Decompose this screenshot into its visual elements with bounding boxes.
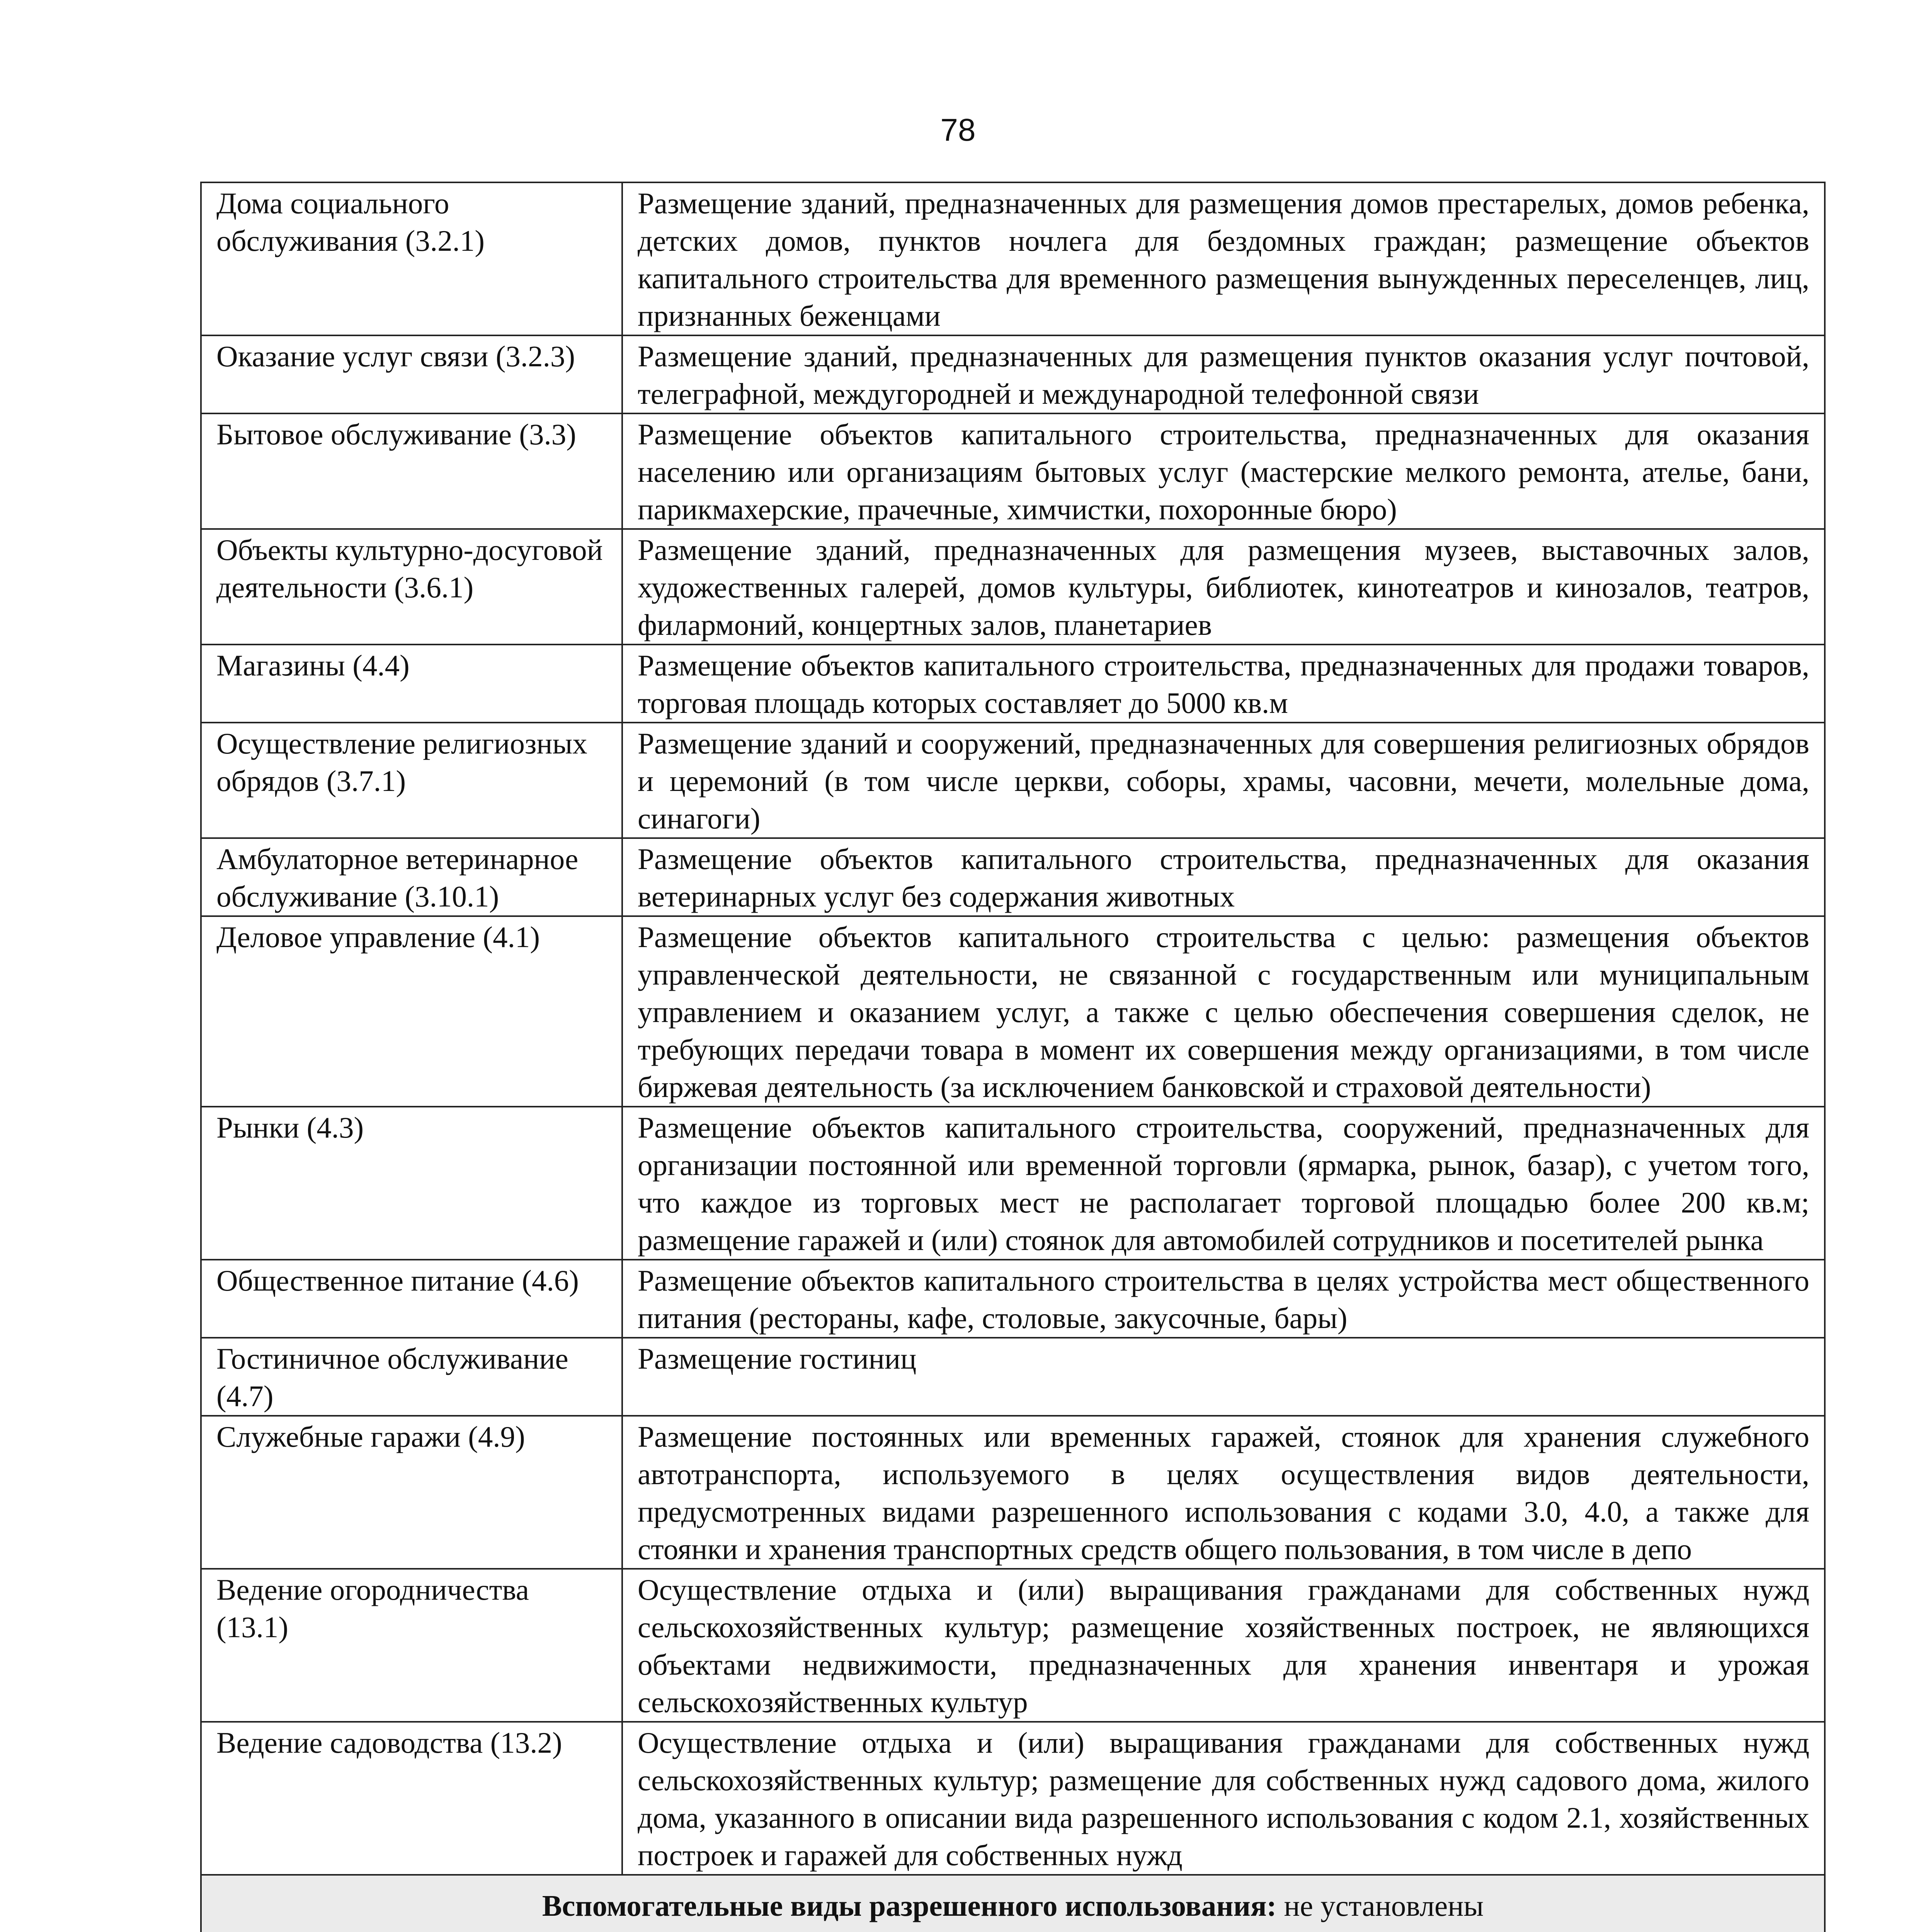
use-name: Гостиничное обслуживание (4.7)	[201, 1338, 622, 1416]
use-name: Осуществление религиозных обрядов (3.7.1)	[201, 723, 622, 838]
use-description: Осуществление отдыха и (или) выращивания гражданами для собственных нужд сельскохозяйственных культур; размещение хозяйственных построек, не являющихся объектами недвижимости, предназначенных для хранения инвентаря и урожая сельскохозяйственных культур	[622, 1569, 1825, 1722]
auxiliary-uses-cell	[201, 1875, 1825, 1932]
use-name: Ведение огородничества (13.1)	[201, 1569, 622, 1722]
table-row	[201, 529, 1825, 645]
use-description: Размещение зданий, предназначенных для размещения пунктов оказания услуг почтовой, телеграфной, междугородней и международной телефонной связи	[622, 335, 1825, 413]
table-row	[201, 1260, 1825, 1338]
use-description: Размещение объектов капитального строительства, предназначенных для оказания населению или организациям бытовых услуг (мастерские мелкого ремонта, ателье, бани, парикмахерские, прачечные, химчистки, похоронные бюро)	[622, 413, 1825, 529]
use-name: Дома социального обслуживания (3.2.1)	[201, 182, 622, 335]
table-row	[201, 182, 1825, 335]
use-description: Размещение зданий, предназначенных для размещения музеев, выставочных залов, художественных галерей, домов культуры, библиотек, кинотеатров и кинозалов, театров, филармоний, концертных залов, планетариев	[622, 529, 1825, 645]
table-row	[201, 645, 1825, 723]
use-description: Осуществление отдыха и (или) выращивания гражданами для собственных нужд сельскохозяйственных культур; размещение для собственных нужд садового дома, жилого дома, указанного в описании вида разрешенного использования с кодом 2.1, хозяйственных построек и гаражей для собственных нужд	[622, 1722, 1825, 1875]
use-description: Размещение объектов капитального строительства с целью: размещения объектов управленческой деятельности, не связанной с государственным или муниципальным управлением и оказанием услуг, а также с целью обеспечения совершения сделок, не требующих передачи товара в момент их совершения между организациями, в том числе биржевая деятельность (за исключением банковской и страховой деятельности)	[622, 916, 1825, 1107]
table-row	[201, 916, 1825, 1107]
table-row	[201, 335, 1825, 413]
use-name: Ведение садоводства (13.2)	[201, 1722, 622, 1875]
table-row	[201, 1338, 1825, 1416]
table-row	[201, 1107, 1825, 1260]
table-row	[201, 1569, 1825, 1722]
use-name: Служебные гаражи (4.9)	[201, 1416, 622, 1569]
use-name: Рынки (4.3)	[201, 1107, 622, 1260]
table-row	[201, 1722, 1825, 1875]
auxiliary-uses-row	[201, 1875, 1825, 1932]
page-number: 78	[940, 112, 976, 148]
table-row	[201, 838, 1825, 916]
table-row	[201, 1416, 1825, 1569]
permitted-uses-table	[200, 182, 1826, 1932]
use-name: Магазины (4.4)	[201, 645, 622, 723]
auxiliary-uses-label: Вспомогательные виды разрешенного использования:	[542, 1889, 1277, 1922]
use-name: Деловое управление (4.1)	[201, 916, 622, 1107]
use-name: Общественное питание (4.6)	[201, 1260, 622, 1338]
use-name: Бытовое обслуживание (3.3)	[201, 413, 622, 529]
use-description: Размещение объектов капитального строительства, предназначенных для продажи товаров, торговая площадь которых составляет до 5000 кв.м	[622, 645, 1825, 723]
use-name: Амбулаторное ветеринарное обслуживание (3.10.1)	[201, 838, 622, 916]
use-name: Оказание услуг связи (3.2.3)	[201, 335, 622, 413]
use-description: Размещение зданий, предназначенных для размещения домов престарелых, домов ребенка, детских домов, пунктов ночлега для бездомных граждан; размещение объектов капитального строительства для временного размещения вынужденных переселенцев, лиц, признанных беженцами	[622, 182, 1825, 335]
table-row	[201, 723, 1825, 838]
use-description: Размещение гостиниц	[622, 1338, 1825, 1416]
use-name: Объекты культурно-досуговой деятельности (3.6.1)	[201, 529, 622, 645]
auxiliary-uses-value: не установлены	[1276, 1889, 1484, 1922]
use-description: Размещение объектов капитального строительства, предназначенных для оказания ветеринарных услуг без содержания животных	[622, 838, 1825, 916]
use-description: Размещение постоянных или временных гаражей, стоянок для хранения служебного автотранспорта, используемого в целях осуществления видов деятельности, предусмотренных видами разрешенного использования с кодами 3.0, 4.0, а также для стоянки и хранения транспортных средств общего пользования, в том числе в депо	[622, 1416, 1825, 1569]
use-description: Размещение зданий и сооружений, предназначенных для совершения религиозных обрядов и церемоний (в том числе церкви, соборы, храмы, часовни, мечети, молельные дома, синагоги)	[622, 723, 1825, 838]
use-description: Размещение объектов капитального строительства в целях устройства мест общественного питания (рестораны, кафе, столовые, закусочные, бары)	[622, 1260, 1825, 1338]
use-description: Размещение объектов капитального строительства, сооружений, предназначенных для организации постоянной или временной торговли (ярмарка, рынок, базар), с учетом того, что каждое из торговых мест не располагает торговой площадью более 200 кв.м; размещение гаражей и (или) стоянок для автомобилей сотрудников и посетителей рынка	[622, 1107, 1825, 1260]
table-row	[201, 413, 1825, 529]
